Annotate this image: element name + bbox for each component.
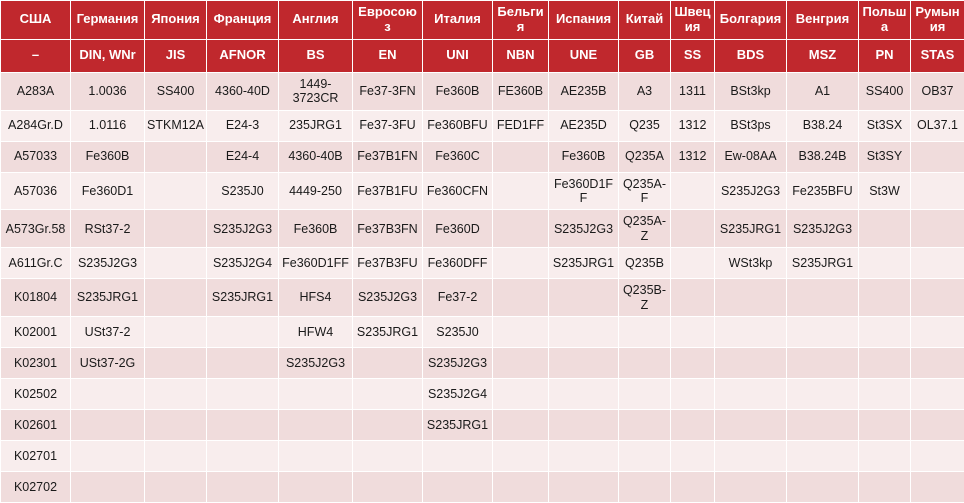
- grade-cell: S235JRG1: [787, 248, 859, 279]
- grade-cell: A3: [619, 72, 671, 110]
- grade-cell: [145, 172, 207, 210]
- grade-cell: FE360B: [493, 72, 549, 110]
- grade-cell: [207, 409, 279, 440]
- grade-cell: S235J2G3: [279, 347, 353, 378]
- grade-cell: [787, 409, 859, 440]
- standard-header-cell: STAS: [911, 39, 964, 72]
- grade-cell: [619, 409, 671, 440]
- grade-cell: [493, 172, 549, 210]
- grade-cell: A1: [787, 72, 859, 110]
- grade-cell: E24-3: [207, 110, 279, 141]
- grade-cell: [71, 378, 145, 409]
- table-row: [1, 316, 964, 347]
- grade-cell: [671, 347, 715, 378]
- grade-cell: A57036: [1, 172, 71, 210]
- grade-cell: Q235A: [619, 141, 671, 172]
- grade-cell: [71, 471, 145, 502]
- grade-cell: [145, 378, 207, 409]
- grade-cell: [353, 471, 423, 502]
- country-header-cell: Италия: [423, 1, 493, 40]
- grade-cell: [671, 316, 715, 347]
- table-row: [1, 378, 964, 409]
- grade-cell: S235J0: [207, 172, 279, 210]
- grade-cell: Fe360B: [71, 141, 145, 172]
- grade-cell: S235J2G3: [423, 347, 493, 378]
- grade-cell: B38.24: [787, 110, 859, 141]
- grade-cell: A284Gr.D: [1, 110, 71, 141]
- grade-cell: [859, 279, 911, 317]
- grade-cell: B38.24B: [787, 141, 859, 172]
- table-header: [1, 1, 964, 73]
- grade-cell: [549, 347, 619, 378]
- grade-cell: [71, 409, 145, 440]
- grade-cell: Fe37B3FN: [353, 210, 423, 248]
- grade-cell: [145, 316, 207, 347]
- grade-cell: [493, 471, 549, 502]
- grade-cell: Q235A-Z: [619, 210, 671, 248]
- grade-cell: [911, 248, 964, 279]
- grade-cell: Fe235BFU: [787, 172, 859, 210]
- grade-cell: 1.0036: [71, 72, 145, 110]
- grade-cell: Fe37B3FU: [353, 248, 423, 279]
- grade-cell: RSt37-2: [71, 210, 145, 248]
- grade-cell: [787, 316, 859, 347]
- grade-cell: [787, 378, 859, 409]
- grade-cell: [911, 316, 964, 347]
- country-header-cell: Германия: [71, 1, 145, 40]
- grade-cell: Fe360D1: [71, 172, 145, 210]
- grade-cell: BSt3kp: [715, 72, 787, 110]
- country-header-cell: Испания: [549, 1, 619, 40]
- grade-cell: 4449-250: [279, 172, 353, 210]
- grade-cell: S235JRG1: [715, 210, 787, 248]
- grade-cell: [715, 316, 787, 347]
- grade-cell: K02301: [1, 347, 71, 378]
- grade-cell: [423, 471, 493, 502]
- grade-cell: Fe37-3FU: [353, 110, 423, 141]
- grade-cell: [715, 378, 787, 409]
- grade-cell: S235J2G3: [787, 210, 859, 248]
- table-row: [1, 72, 964, 110]
- grade-cell: [715, 347, 787, 378]
- grade-cell: [493, 279, 549, 317]
- grade-cell: [859, 378, 911, 409]
- grade-cell: 4360-40B: [279, 141, 353, 172]
- country-header-cell: Бельгия: [493, 1, 549, 40]
- grade-cell: S235JRG1: [549, 248, 619, 279]
- grade-cell: K02001: [1, 316, 71, 347]
- grade-cell: AE235D: [549, 110, 619, 141]
- grade-cell: STKM12A: [145, 110, 207, 141]
- grade-cell: [787, 471, 859, 502]
- grade-cell: AE235B: [549, 72, 619, 110]
- header-row-standards: [1, 39, 964, 72]
- grade-cell: Fe360CFN: [423, 172, 493, 210]
- table-row: [1, 279, 964, 317]
- standard-header-cell: UNE: [549, 39, 619, 72]
- table-body: [1, 72, 964, 502]
- grade-cell: Fe360DFF: [423, 248, 493, 279]
- standard-header-cell: –: [1, 39, 71, 72]
- grade-cell: [671, 409, 715, 440]
- country-header-cell: Болгария: [715, 1, 787, 40]
- grade-cell: 4360-40D: [207, 72, 279, 110]
- grade-cell: [859, 409, 911, 440]
- grade-cell: [145, 471, 207, 502]
- table-row: [1, 210, 964, 248]
- country-header-cell: США: [1, 1, 71, 40]
- grade-cell: [279, 378, 353, 409]
- grade-cell: [671, 378, 715, 409]
- grade-cell: [549, 409, 619, 440]
- grade-cell: [493, 347, 549, 378]
- grade-cell: Fe360D: [423, 210, 493, 248]
- grade-cell: [911, 409, 964, 440]
- grade-cell: [493, 409, 549, 440]
- grade-cell: [549, 316, 619, 347]
- grade-cell: OL37.1: [911, 110, 964, 141]
- grade-cell: [353, 347, 423, 378]
- grade-cell: S235J2G4: [207, 248, 279, 279]
- grade-cell: [911, 172, 964, 210]
- grade-cell: S235J0: [423, 316, 493, 347]
- grade-cell: [145, 141, 207, 172]
- grade-cell: Fe360B: [423, 72, 493, 110]
- grade-cell: SS400: [859, 72, 911, 110]
- grade-cell: [145, 409, 207, 440]
- grade-cell: [619, 471, 671, 502]
- grade-cell: [859, 248, 911, 279]
- table-row: [1, 110, 964, 141]
- grade-cell: K02701: [1, 440, 71, 471]
- grade-cell: [671, 279, 715, 317]
- grade-cell: A57033: [1, 141, 71, 172]
- table-row: [1, 172, 964, 210]
- country-header-cell: Швеция: [671, 1, 715, 40]
- grade-cell: [353, 378, 423, 409]
- grade-cell: HFW4: [279, 316, 353, 347]
- grade-cell: K01804: [1, 279, 71, 317]
- grade-cell: [859, 471, 911, 502]
- grade-cell: S235JRG1: [353, 316, 423, 347]
- grade-cell: [207, 471, 279, 502]
- grade-cell: [279, 409, 353, 440]
- standard-header-cell: GB: [619, 39, 671, 72]
- grade-cell: [619, 378, 671, 409]
- grade-cell: [549, 378, 619, 409]
- grade-cell: [911, 141, 964, 172]
- grade-cell: A283A: [1, 72, 71, 110]
- standard-header-cell: JIS: [145, 39, 207, 72]
- grade-cell: USt37-2G: [71, 347, 145, 378]
- table-row: [1, 409, 964, 440]
- grade-cell: [911, 471, 964, 502]
- grade-cell: [145, 210, 207, 248]
- grade-cell: [715, 279, 787, 317]
- grade-cell: E24-4: [207, 141, 279, 172]
- standard-header-cell: MSZ: [787, 39, 859, 72]
- grade-cell: [671, 471, 715, 502]
- country-header-cell: Польша: [859, 1, 911, 40]
- grade-cell: [145, 248, 207, 279]
- grade-cell: St3SY: [859, 141, 911, 172]
- grade-cell: WSt3kp: [715, 248, 787, 279]
- standard-header-cell: SS: [671, 39, 715, 72]
- grade-cell: 1449-3723CR: [279, 72, 353, 110]
- grade-cell: [787, 347, 859, 378]
- grade-cell: 235JRG1: [279, 110, 353, 141]
- grade-cell: Fe360D1FF: [279, 248, 353, 279]
- grade-cell: [207, 347, 279, 378]
- grade-cell: [493, 378, 549, 409]
- table-row: [1, 248, 964, 279]
- grade-cell: A611Gr.C: [1, 248, 71, 279]
- grade-cell: 1.0116: [71, 110, 145, 141]
- grade-cell: Fe37B1FN: [353, 141, 423, 172]
- grade-cell: S235J2G4: [423, 378, 493, 409]
- grade-cell: S235J2G3: [353, 279, 423, 317]
- grade-cell: S235J2G3: [207, 210, 279, 248]
- grade-cell: USt37-2: [71, 316, 145, 347]
- grade-cell: FED1FF: [493, 110, 549, 141]
- country-header-cell: Китай: [619, 1, 671, 40]
- grade-cell: St3SX: [859, 110, 911, 141]
- grade-cell: S235J2G3: [549, 210, 619, 248]
- grade-cell: S235JRG1: [71, 279, 145, 317]
- grade-cell: [493, 316, 549, 347]
- grade-cell: [911, 347, 964, 378]
- grade-cell: OB37: [911, 72, 964, 110]
- grade-cell: Q235A-F: [619, 172, 671, 210]
- grade-cell: [279, 471, 353, 502]
- grade-cell: St3W: [859, 172, 911, 210]
- table-row: [1, 347, 964, 378]
- grade-cell: BSt3ps: [715, 110, 787, 141]
- standard-header-cell: EN: [353, 39, 423, 72]
- grade-cell: K02502: [1, 378, 71, 409]
- grade-cell: Fe360B: [279, 210, 353, 248]
- grade-cell: Fe37-2: [423, 279, 493, 317]
- country-header-cell: Япония: [145, 1, 207, 40]
- grade-cell: S235JRG1: [423, 409, 493, 440]
- grade-cell: [493, 248, 549, 279]
- grade-cell: SS400: [145, 72, 207, 110]
- grade-cell: Q235B-Z: [619, 279, 671, 317]
- grade-cell: [353, 409, 423, 440]
- grade-cell: Fe360BFU: [423, 110, 493, 141]
- standard-header-cell: UNI: [423, 39, 493, 72]
- header-row-countries: [1, 1, 964, 40]
- grade-cell: [549, 471, 619, 502]
- grade-cell: 1312: [671, 110, 715, 141]
- table-row: [1, 141, 964, 172]
- standard-header-cell: AFNOR: [207, 39, 279, 72]
- country-header-cell: Франция: [207, 1, 279, 40]
- grade-cell: K02702: [1, 471, 71, 502]
- grade-cell: [671, 172, 715, 210]
- grade-cell: Fe360C: [423, 141, 493, 172]
- grade-cell: Q235: [619, 110, 671, 141]
- grade-cell: 1312: [671, 141, 715, 172]
- grade-cell: Ew-08AA: [715, 141, 787, 172]
- standard-header-cell: DIN, WNr: [71, 39, 145, 72]
- grade-cell: Fe37B1FU: [353, 172, 423, 210]
- table-row: [1, 471, 964, 502]
- grade-cell: [787, 279, 859, 317]
- country-header-cell: Англия: [279, 1, 353, 40]
- grade-cell: S235JRG1: [207, 279, 279, 317]
- grade-cell: Fe360B: [549, 141, 619, 172]
- grade-cell: [207, 378, 279, 409]
- grade-cell: [619, 316, 671, 347]
- standard-header-cell: PN: [859, 39, 911, 72]
- grade-cell: [145, 347, 207, 378]
- grade-cell: [207, 316, 279, 347]
- grade-cell: S235J2G3: [71, 248, 145, 279]
- grade-cell: Fe37-3FN: [353, 72, 423, 110]
- grade-cell: [549, 279, 619, 317]
- grade-cell: K02601: [1, 409, 71, 440]
- grade-cell: [145, 279, 207, 317]
- grade-cell: [715, 409, 787, 440]
- grade-cell: Q235B: [619, 248, 671, 279]
- standard-header-cell: BS: [279, 39, 353, 72]
- country-header-cell: Венгрия: [787, 1, 859, 40]
- grade-cell: [493, 210, 549, 248]
- grade-cell: [859, 210, 911, 248]
- grade-cell: S235J2G3: [715, 172, 787, 210]
- grade-cell: [671, 210, 715, 248]
- grade-cell: Fe360D1FF: [549, 172, 619, 210]
- grade-cell: [911, 279, 964, 317]
- country-header-cell: Румыния: [911, 1, 964, 40]
- grade-cell: [619, 347, 671, 378]
- grade-cell: [911, 210, 964, 248]
- standard-header-cell: BDS: [715, 39, 787, 72]
- standard-header-cell: NBN: [493, 39, 549, 72]
- grade-cell: 1311: [671, 72, 715, 110]
- country-header-cell: Евросоюз: [353, 1, 423, 40]
- grade-cell: [715, 471, 787, 502]
- grade-cell: [859, 347, 911, 378]
- grade-cell: [671, 248, 715, 279]
- grade-cell: [493, 141, 549, 172]
- grade-cell: [911, 378, 964, 409]
- grade-cell: [859, 316, 911, 347]
- grade-cell: A573Gr.58: [1, 210, 71, 248]
- grade-cell: HFS4: [279, 279, 353, 317]
